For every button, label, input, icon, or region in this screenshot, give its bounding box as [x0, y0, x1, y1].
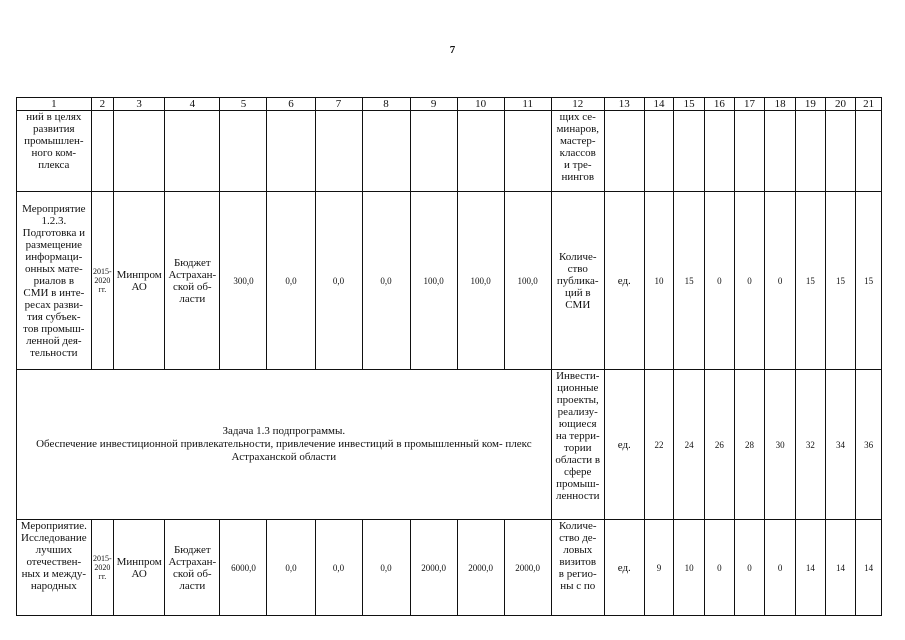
value-cell: 36	[856, 370, 882, 520]
value-cell: 0	[765, 520, 796, 616]
table-row	[17, 192, 882, 370]
header-cell: 16	[705, 98, 735, 111]
header-cell: 20	[825, 98, 856, 111]
value-cell: 22	[644, 370, 674, 520]
value-cell: 0	[734, 192, 765, 370]
value-cell: 10	[674, 520, 705, 616]
header-cell: 17	[734, 98, 765, 111]
value-cell: 0,0	[315, 520, 362, 616]
header-cell: 19	[796, 98, 826, 111]
task-text: Обеспечение инвестиционной привлекательности, привлечение инвестиций в промышленный ком- плекс Астраханской области	[36, 438, 532, 463]
value-cell: 0	[734, 520, 765, 616]
indicator-cell: Инвести- ционные проекты, реализу- ющиеся на терри- тории области в сфере промыш- ленности	[551, 370, 604, 520]
value-cell: 32	[796, 370, 826, 520]
value-cell: 14	[825, 520, 856, 616]
value-cell: 6000,0	[220, 520, 267, 616]
header-cell: 10	[457, 98, 504, 111]
value-cell: 30	[765, 370, 796, 520]
executor-cell: Минпром АО	[114, 192, 165, 370]
value-cell: 100,0	[504, 192, 551, 370]
indicator-cell: щих се- минаров, мастер- классов и тре- нингов	[551, 111, 604, 192]
value-cell: 0	[765, 192, 796, 370]
value-cell: 15	[674, 192, 705, 370]
header-cell: 7	[315, 98, 362, 111]
value-cell: 0,0	[315, 192, 362, 370]
unit-cell: ед.	[604, 370, 644, 520]
value-cell: 0,0	[362, 192, 410, 370]
value-cell: 0	[705, 192, 735, 370]
value-cell: 2000,0	[504, 520, 551, 616]
value-cell: 15	[796, 192, 826, 370]
value-cell: 15	[825, 192, 856, 370]
period-cell: 2015- 2020 гг.	[91, 192, 113, 370]
value-cell: 34	[825, 370, 856, 520]
activity-name-cell: Мероприятие 1.2.3. Подготовка и размещение информаци- онных мате- риалов в СМИ в инте- ресах разви- тия субъек- тов промыш- ленной дея- тельности	[17, 192, 92, 370]
activity-name-cell: ний в целях развития промышлен- ного ком- плекса	[17, 111, 92, 192]
value-cell: 26	[705, 370, 735, 520]
task-cell	[17, 370, 552, 520]
value-cell: 0	[705, 520, 735, 616]
value-cell: 2000,0	[410, 520, 457, 616]
header-cell: 6	[267, 98, 315, 111]
header-cell: 21	[856, 98, 882, 111]
indicator-cell: Количе- ство публика- ций в СМИ	[551, 192, 604, 370]
header-row	[17, 98, 882, 111]
value-cell: 100,0	[410, 192, 457, 370]
value-cell: 24	[674, 370, 705, 520]
value-cell: 15	[856, 192, 882, 370]
value-cell: 0,0	[362, 520, 410, 616]
task-title: Задача 1.3 подпрограммы.	[222, 425, 346, 437]
funding-source-cell: Бюджет Астрахан- ской об- ласти	[165, 520, 220, 616]
header-cell: 9	[410, 98, 457, 111]
value-cell: 28	[734, 370, 765, 520]
header-cell: 15	[674, 98, 705, 111]
page-number: 7	[449, 44, 456, 56]
period-cell: 2015- 2020 гг.	[91, 520, 113, 616]
header-cell: 1	[17, 98, 92, 111]
value-cell: 9	[644, 520, 674, 616]
header-cell: 18	[765, 98, 796, 111]
header-cell: 3	[114, 98, 165, 111]
table-row	[17, 370, 882, 520]
executor-cell: Минпром АО	[114, 520, 165, 616]
header-cell: 12	[551, 98, 604, 111]
header-cell: 2	[91, 98, 113, 111]
unit-cell: ед.	[604, 192, 644, 370]
indicator-cell: Количе- ство де- ловых визитов в регио- ны с по	[551, 520, 604, 616]
program-table	[16, 97, 882, 616]
header-cell: 4	[165, 98, 220, 111]
header-cell: 8	[362, 98, 410, 111]
unit-cell: ед.	[604, 520, 644, 616]
header-cell: 13	[604, 98, 644, 111]
value-cell: 0,0	[267, 520, 315, 616]
header-cell: 5	[220, 98, 267, 111]
table-row	[17, 520, 882, 616]
table-row	[17, 111, 882, 192]
value-cell: 2000,0	[457, 520, 504, 616]
header-cell: 11	[504, 98, 551, 111]
funding-source-cell: Бюджет Астрахан- ской об- ласти	[165, 192, 220, 370]
value-cell: 14	[856, 520, 882, 616]
value-cell: 0,0	[267, 192, 315, 370]
value-cell: 14	[796, 520, 826, 616]
value-cell: 10	[644, 192, 674, 370]
value-cell: 300,0	[220, 192, 267, 370]
activity-name-cell: Мероприятие. Исследование лучших отечествен- ных и между- народных	[17, 520, 92, 616]
value-cell: 100,0	[457, 192, 504, 370]
header-cell: 14	[644, 98, 674, 111]
